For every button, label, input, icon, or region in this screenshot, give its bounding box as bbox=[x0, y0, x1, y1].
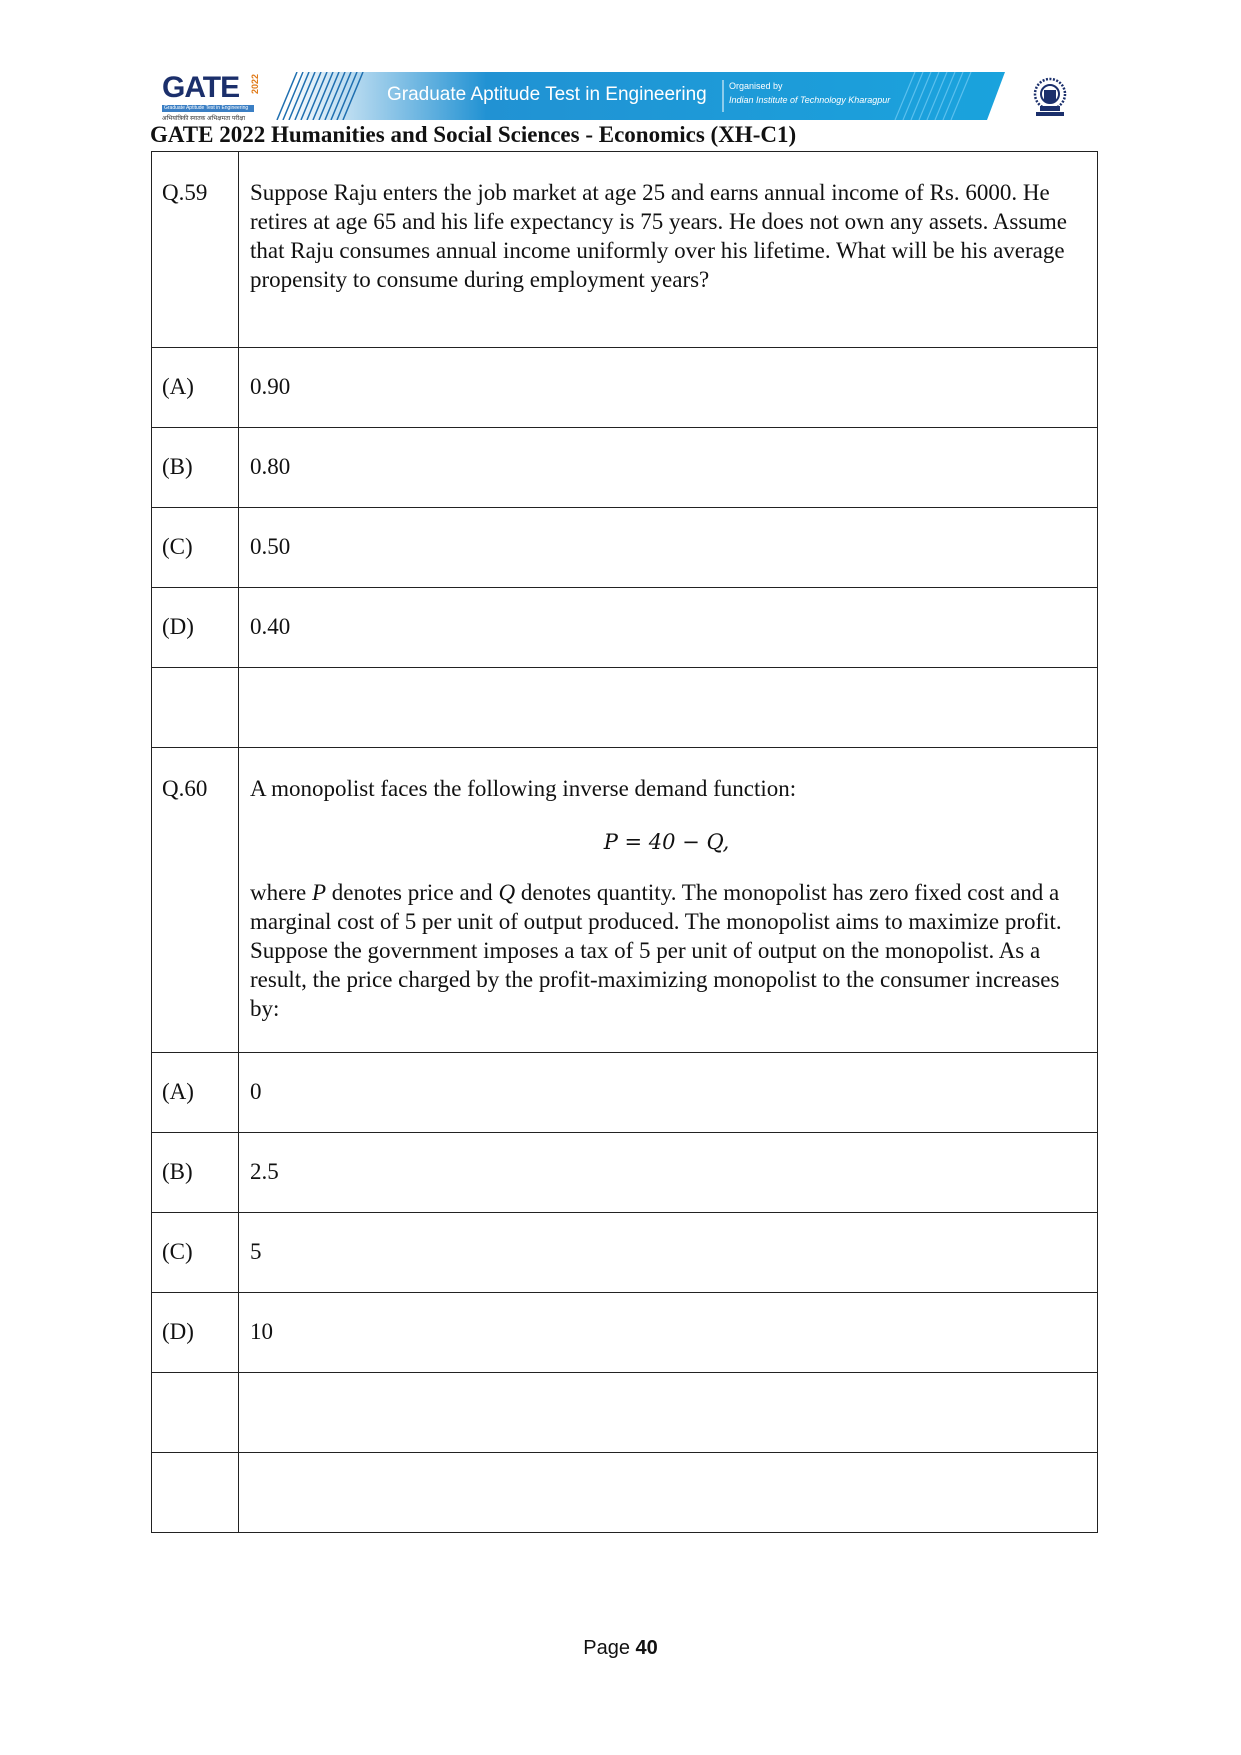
option-value: 0.80 bbox=[239, 428, 1098, 508]
blank-row bbox=[152, 1453, 1098, 1533]
banner-organised-by: Organised by bbox=[729, 81, 783, 91]
option-value: 0.40 bbox=[239, 588, 1098, 668]
question-body bbox=[239, 748, 1098, 1053]
document-title: GATE 2022 Humanities and Social Sciences - Economics (XH-C1) bbox=[150, 122, 797, 147]
variable-p: P bbox=[311, 880, 326, 905]
option-value: 0.50 bbox=[239, 508, 1098, 588]
option-label: (D) bbox=[152, 1293, 239, 1373]
option-row-q60-c bbox=[152, 1213, 1098, 1293]
iit-kharagpur-emblem-icon bbox=[1030, 76, 1070, 118]
text-fragment: denotes price and bbox=[326, 880, 499, 905]
gate-logo-subtitle: अभियांत्रिकी स्नातक अभिक्षमता परीक्षा bbox=[162, 116, 246, 122]
blank-cell bbox=[239, 668, 1098, 748]
gate-logo bbox=[162, 72, 262, 124]
blank-row bbox=[152, 668, 1098, 748]
option-label: (B) bbox=[152, 1133, 239, 1213]
question-number: Q.60 bbox=[152, 748, 239, 1053]
text-fragment: denotes quantity. The monopolist has zero fixed cost and a marginal cost of 5 per unit of output produced. The monopolist aims to maximize profit. Suppose the government imposes a tax of 5 per unit of output on the monopolist. As a result, the price charged by the profit-maximizing monopolist to the consumer increases by: bbox=[250, 880, 1062, 1021]
option-row-q59-a bbox=[152, 348, 1098, 428]
option-row-q59-d bbox=[152, 588, 1098, 668]
question-intro: A monopolist faces the following inverse demand function: bbox=[250, 776, 797, 801]
demand-equation: P = 40 − Q, bbox=[603, 830, 730, 854]
option-label: (C) bbox=[152, 508, 239, 588]
option-label: (C) bbox=[152, 1213, 239, 1293]
page-number bbox=[0, 1637, 1241, 1660]
page-label: Page bbox=[583, 1637, 636, 1659]
question-row-q60 bbox=[152, 748, 1098, 1053]
question-number: Q.59 bbox=[152, 152, 239, 348]
option-row-q60-b bbox=[152, 1133, 1098, 1213]
gate-logo-strip-text: Graduate Aptitude Test in Engineering bbox=[164, 105, 249, 111]
gate-logo-word: GATE bbox=[162, 71, 240, 104]
option-value: 0.90 bbox=[239, 348, 1098, 428]
banner-organiser: Indian Institute of Technology Kharagpur bbox=[729, 95, 891, 105]
questions-table bbox=[151, 151, 1098, 1533]
question-row-q59 bbox=[152, 152, 1098, 348]
option-row-q60-d bbox=[152, 1293, 1098, 1373]
option-label: (A) bbox=[152, 348, 239, 428]
page-number-value: 40 bbox=[635, 1637, 658, 1659]
blank-cell bbox=[152, 668, 239, 748]
option-value: 2.5 bbox=[239, 1133, 1098, 1213]
option-row-q60-a bbox=[152, 1053, 1098, 1133]
question-text: Suppose Raju enters the job market at age 25 and earns annual income of Rs. 6000. He retires at age 65 and his life expectancy is 75 years. He does not own any assets. Assume that Raju consumes annual income uniformly over his lifetime. What will be his average propensity to consume during employment years? bbox=[239, 152, 1098, 348]
gate-logo-year: 2022 bbox=[250, 74, 260, 95]
variable-q: Q bbox=[498, 880, 516, 905]
blank-cell bbox=[152, 1373, 239, 1453]
option-row-q59-b bbox=[152, 428, 1098, 508]
option-label: (B) bbox=[152, 428, 239, 508]
header-banner bbox=[150, 70, 1080, 126]
option-label: (D) bbox=[152, 588, 239, 668]
option-row-q59-c bbox=[152, 508, 1098, 588]
blank-row bbox=[152, 1373, 1098, 1453]
text-fragment: where bbox=[250, 880, 312, 905]
banner-title: Graduate Aptitude Test in Engineering bbox=[387, 84, 707, 105]
question-text bbox=[250, 878, 1083, 1023]
blank-cell bbox=[239, 1453, 1098, 1533]
option-value: 10 bbox=[239, 1293, 1098, 1373]
blank-cell bbox=[152, 1453, 239, 1533]
blank-cell bbox=[239, 1373, 1098, 1453]
option-value: 5 bbox=[239, 1213, 1098, 1293]
option-value: 0 bbox=[239, 1053, 1098, 1133]
option-label: (A) bbox=[152, 1053, 239, 1133]
